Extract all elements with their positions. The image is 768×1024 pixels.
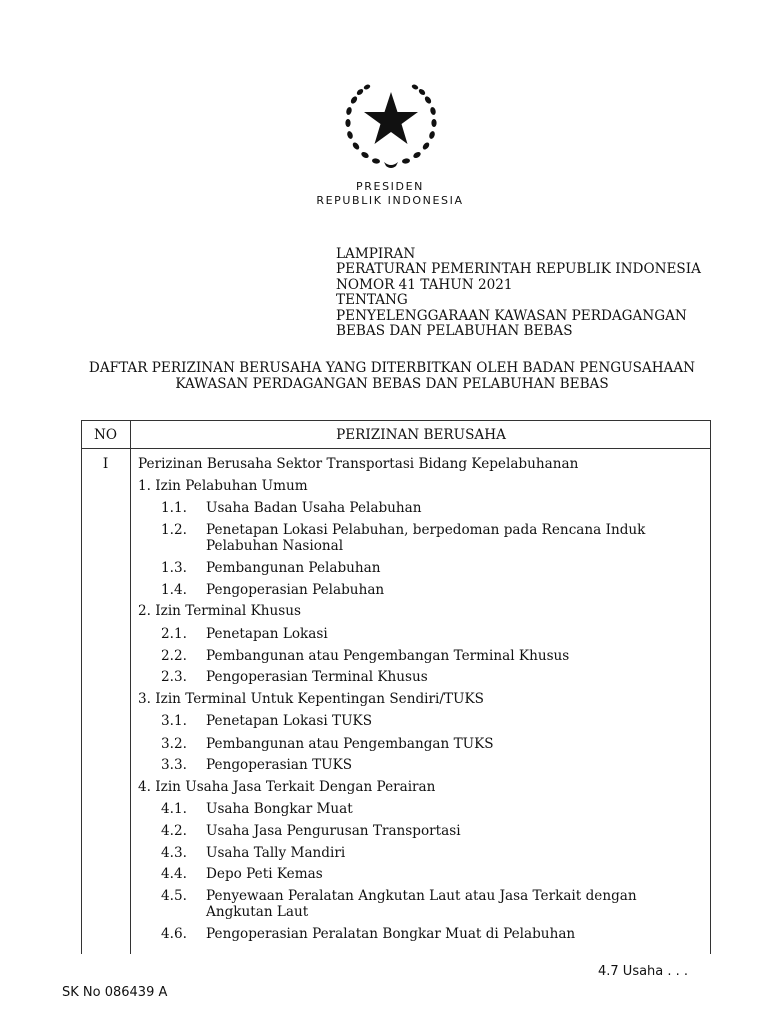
item-number: 2.2. (161, 648, 187, 664)
item-number: 3.1. (161, 713, 187, 729)
serial-number: SK No 086439 A (62, 985, 168, 1000)
item-number: 4.6. (161, 926, 187, 942)
continuation-note: 4.7 Usaha . . . (598, 964, 689, 979)
item-text: Depo Peti Kemas (206, 866, 323, 882)
item-text: Pengoperasian Terminal Khusus (206, 669, 428, 685)
item-number: 3.2. (161, 736, 187, 752)
section-title: Perizinan Berusaha Sektor Transportasi Bidang Kepelabuhanan (138, 456, 579, 472)
item-text: Penyewaan Peralatan Angkutan Laut atau Jasa Terkait dengan (206, 888, 637, 904)
item-text: Usaha Jasa Pengurusan Transportasi (206, 823, 461, 839)
office-title-line1: PRESIDEN (356, 180, 424, 193)
item-text: Pembangunan atau Pengembangan TUKS (206, 736, 494, 752)
item-text: Pengoperasian Pelabuhan (206, 582, 385, 598)
item-number: 3.3. (161, 757, 187, 773)
attachment-line: TENTANG (336, 292, 408, 309)
item-number: 4.3. (161, 845, 187, 861)
list-title-line: DAFTAR PERIZINAN BERUSAHA YANG DITERBITKAN OLEH BADAN PENGUSAHAAN (88, 360, 696, 376)
item-number: 1.2. (161, 522, 187, 538)
section-number: I (102, 456, 109, 472)
item-number: 1.1. (161, 500, 187, 516)
attachment-line: NOMOR 41 TAHUN 2021 (336, 276, 513, 293)
group-label: 1. Izin Pelabuhan Umum (138, 478, 308, 494)
group-label: 4. Izin Usaha Jasa Terkait Dengan Perairan (138, 779, 436, 795)
attachment-line: LAMPIRAN (336, 246, 416, 262)
item-text: Usaha Badan Usaha Pelabuhan (206, 500, 422, 516)
office-title-line2: REPUBLIK INDONESIA (316, 194, 464, 207)
item-text: Pengoperasian Peralatan Bongkar Muat di Pelabuhan (206, 926, 576, 942)
header-rule (81, 448, 711, 449)
list-title-line: KAWASAN PERDAGANGAN BEBAS DAN PELABUHAN BEBAS (175, 376, 609, 392)
column-header-no: NO (93, 427, 118, 443)
attachment-line: PENYELENGGARAAN KAWASAN PERDAGANGAN (336, 307, 687, 324)
item-number: 2.1. (161, 626, 187, 642)
attachment-heading (336, 247, 701, 339)
item-number: 1.3. (161, 560, 187, 576)
column-divider (130, 420, 131, 954)
item-text: Pengoperasian TUKS (206, 757, 353, 773)
item-text: Penetapan Lokasi Pelabuhan, berpedoman pada Rencana Induk (206, 522, 646, 538)
item-text: Usaha Bongkar Muat (206, 801, 353, 817)
group-label: 2. Izin Terminal Khusus (138, 603, 301, 619)
item-text: Penetapan Lokasi TUKS (206, 713, 373, 729)
item-text-continued: Angkutan Laut (206, 904, 309, 920)
attachment-line: PERATURAN PEMERINTAH REPUBLIK INDONESIA (336, 261, 701, 278)
item-number: 4.2. (161, 823, 187, 839)
group-label: 3. Izin Terminal Untuk Kepentingan Sendiri/TUKS (138, 691, 484, 707)
item-number: 4.4. (161, 866, 187, 882)
item-number: 4.1. (161, 801, 187, 817)
item-number: 2.3. (161, 669, 187, 685)
presidential-emblem (340, 78, 442, 170)
column-header-perizinan: PERIZINAN BERUSAHA (336, 427, 506, 443)
item-text-continued: Pelabuhan Nasional (206, 538, 344, 554)
item-text: Pembangunan Pelabuhan (206, 560, 381, 576)
item-number: 4.5. (161, 888, 187, 904)
item-text: Penetapan Lokasi (206, 626, 328, 642)
item-number: 1.4. (161, 582, 187, 598)
item-text: Pembangunan atau Pengembangan Terminal Khusus (206, 648, 570, 664)
attachment-line: BEBAS DAN PELABUHAN BEBAS (336, 323, 573, 340)
list-title (40, 360, 744, 392)
star-wreath-emblem-icon (340, 78, 442, 170)
item-text: Usaha Tally Mandiri (206, 845, 346, 861)
